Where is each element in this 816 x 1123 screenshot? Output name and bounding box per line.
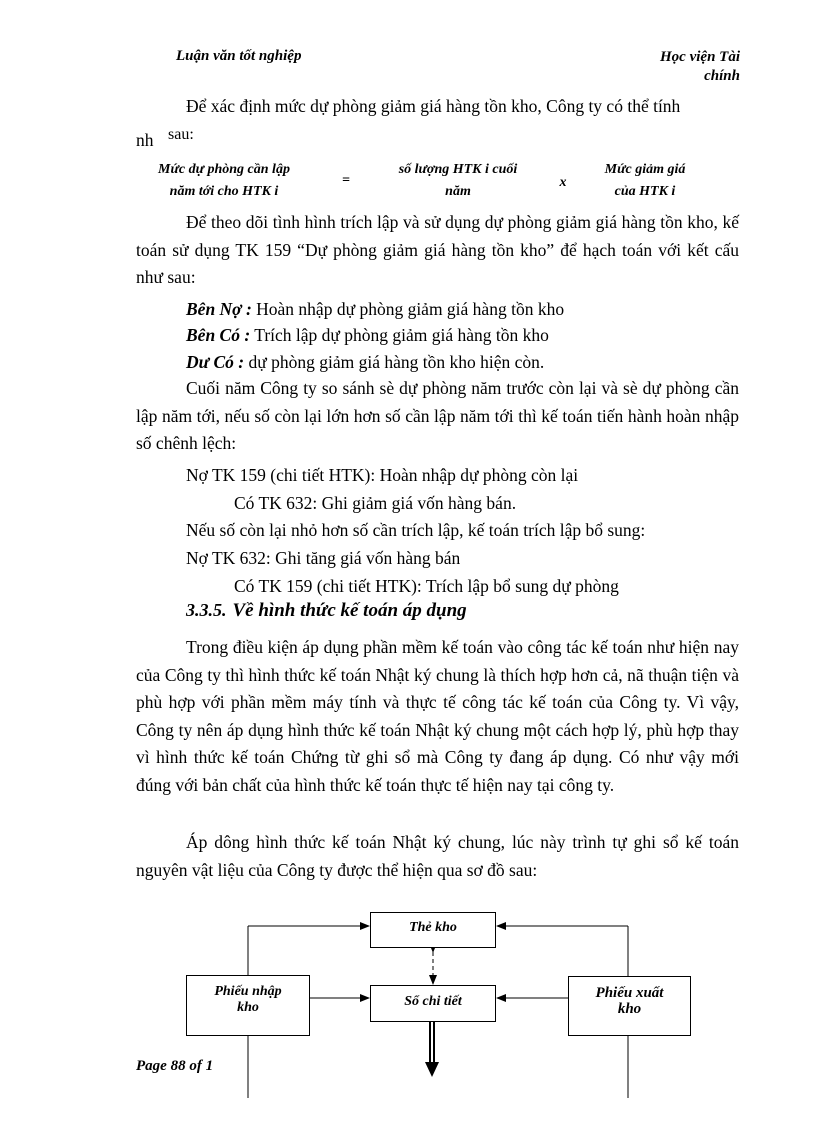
du-co-label: Dư Có : [186, 352, 245, 372]
down-arrow-head [425, 1062, 439, 1077]
ben-co-text: Trích lập dự phòng giảm giá hàng tồn kho [250, 325, 549, 345]
page-footer: Page 88 of 1 [136, 1058, 214, 1074]
section-title: Về hình thức kế toán áp dụng [232, 600, 467, 621]
header-right-line2: chính [704, 68, 740, 84]
box-phieu-nhap-kho [186, 975, 310, 1036]
entry-co-159: Có TK 159 (chi tiết HTK): Trích lập bổ sung dự phòng [234, 576, 619, 596]
para-tk159: Để theo dõi tình hình trích lập và sử dụng dự phòng giảm giá hàng tồn kho, kế toán sử dụng TK 159 “Dự phòng giảm giá hàng tồn kho” để hạch toán với kết cấu như sau: [136, 212, 739, 287]
header-right-line1: Học viện Tài [660, 49, 740, 65]
section-number: 3.3.5. [186, 600, 227, 620]
entry-co-632: Có TK 632: Ghi giảm giá vốn hàng bán. [234, 493, 517, 513]
intro-line1: Để xác định mức dự phòng giảm giá hàng tồn kho, Công ty có thể tính [186, 96, 681, 116]
formula-left-line2: năm tới cho HTK i [169, 184, 279, 199]
formula-left-line1: Mức dự phòng cần lập [158, 162, 290, 177]
box-phieu-xuat-line2: kho [617, 1001, 642, 1017]
intro-line2-prefix: nh [136, 130, 154, 150]
formula-right-line1: Mức giảm giá [604, 162, 686, 177]
intro-line2-suffix: sau: [168, 126, 194, 143]
formula-right-line2: của HTK i [614, 184, 676, 199]
box-the-kho [370, 912, 496, 948]
du-co-text: dự phòng giảm giá hàng tồn kho hiện còn. [244, 352, 545, 372]
box-the-kho-label: Thẻ kho [409, 920, 457, 935]
entry-neu: Nếu số còn lại nhỏ hơn số cần trích lập, kế toán trích lập bổ sung: [186, 520, 646, 540]
para-ap-dong: Áp dông hình thức kế toán Nhật ký chung, lúc này trình tự ghi sổ kế toán nguyên vật liệu của Công ty được thể hiện qua sơ đồ sau: [136, 832, 739, 880]
box-phieu-xuat-kho [568, 976, 691, 1036]
box-so-chi-tiet-label: Sổ chi tiết [404, 994, 462, 1009]
formula-middle-line1: số lượng HTK i cuối [398, 162, 518, 177]
box-so-chi-tiet [370, 985, 496, 1022]
ben-no-label: Bên Nợ : [186, 299, 252, 319]
ben-no-text: Hoàn nhập dự phòng giảm giá hàng tồn kho [251, 299, 565, 319]
ben-co-label: Bên Có : [186, 325, 251, 345]
box-phieu-nhap-line1: Phiếu nhập [214, 984, 282, 999]
para-cuoi-nam: Cuối năm Công ty so sánh sè dự phòng năm trước còn lại và sè dự phòng cần lập năm tới, nếu số còn lại lớn hơn số cần lập năm tới thì kế toán tiến hành hoàn nhập số chênh lệch: [136, 378, 739, 453]
box-phieu-xuat-line1: Phiếu xuất [595, 985, 664, 1001]
formula-times: x [559, 175, 567, 190]
formula-middle-line2: năm [445, 184, 471, 199]
header-left: Luận văn tốt nghiệp [176, 48, 302, 64]
para-trong-dieu-kien: Trong điều kiện áp dụng phần mềm kế toán vào công tác kế toán như hiện nay của Công ty thì hình thức kế toán Nhật ký chung là thích hợp hơn cả, nã thuận tiện và phù hợp với phần mềm máy tính và thực tế công tác kế toán của Công ty. Vì vậy, Công ty nên áp dụng hình thức kế toán Nhật ký chung một cách hợp lý, phù hợp thay vì hình thức kế toán Chứng từ ghi sổ mà Công ty đang áp dụng. Có như vậy mới đúng với bản chất của hình thức kế toán thực tế hiện nay tại công ty. [136, 637, 739, 795]
entry-no-632: Nợ TK 632: Ghi tăng giá vốn hàng bán [186, 548, 461, 568]
formula-equals: = [342, 173, 350, 188]
entry-no-159: Nợ TK 159 (chi tiết HTK): Hoàn nhập dự phòng còn lại [186, 465, 579, 485]
box-phieu-nhap-line2: kho [237, 1000, 259, 1015]
